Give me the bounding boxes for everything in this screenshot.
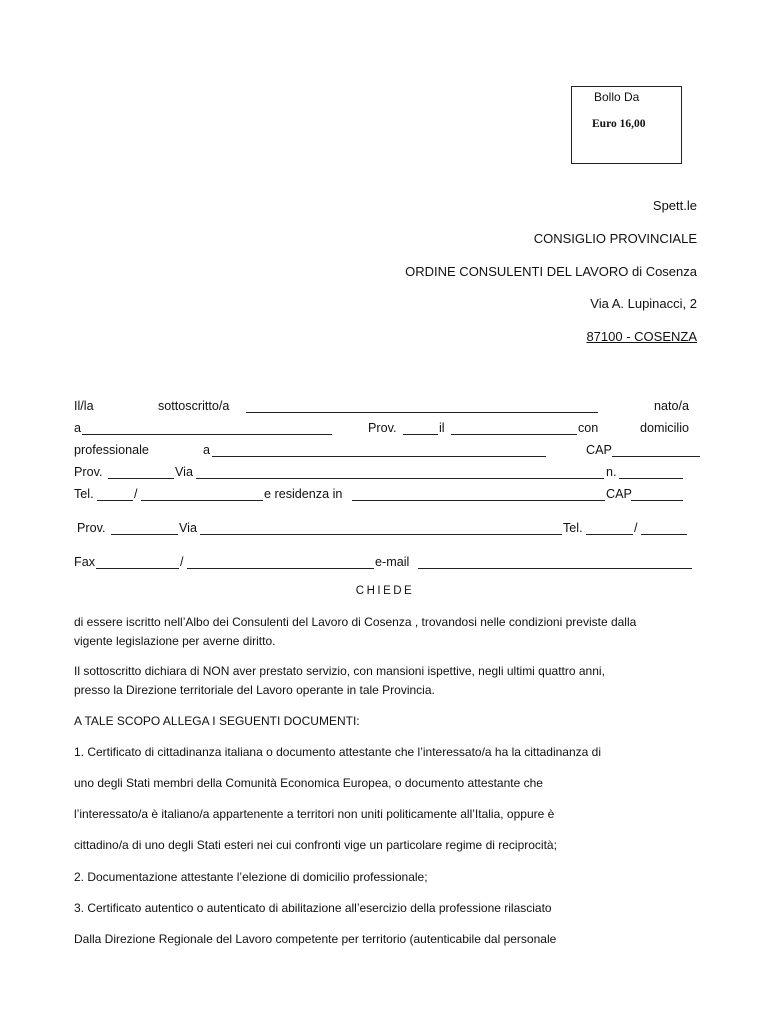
domicile-number-blank-field[interactable] bbox=[619, 478, 683, 479]
form-label-via: Via bbox=[175, 465, 193, 479]
domicile-street-blank-field[interactable] bbox=[196, 478, 604, 479]
form-label-il: il bbox=[439, 421, 445, 435]
form-label-slash: / bbox=[134, 487, 138, 501]
chiede-heading: CHIEDE bbox=[355, 585, 415, 597]
name-blank-field[interactable] bbox=[246, 412, 598, 413]
form-label-illa: Il/la bbox=[74, 399, 94, 413]
form-label-tel-2: Tel. bbox=[563, 521, 583, 535]
residence-tel-prefix-blank-field[interactable] bbox=[586, 534, 633, 535]
revenue-stamp-box bbox=[571, 86, 682, 164]
form-label-cap: CAP bbox=[586, 443, 612, 457]
recipient-line-2: ORDINE CONSULENTI DEL LAVORO di Cosenza bbox=[405, 264, 697, 279]
form-label-professionale: professionale bbox=[74, 443, 149, 457]
fax-number-blank-field[interactable] bbox=[187, 568, 374, 569]
recipient-line-4: 87100 - COSENZA bbox=[586, 329, 697, 344]
domicile-cap-blank-field[interactable] bbox=[612, 456, 700, 457]
recipient-salutation: Spett.le bbox=[652, 198, 697, 213]
form-label-fax: Fax bbox=[74, 555, 95, 569]
recipient-line-1: CONSIGLIO PROVINCIALE bbox=[533, 231, 697, 246]
fax-prefix-blank-field[interactable] bbox=[96, 568, 179, 569]
birthdate-blank-field[interactable] bbox=[451, 434, 577, 435]
form-label-domicilio: domicilio bbox=[640, 421, 689, 435]
document-1-line-3: l’interessato/a è italiano/a appartenente a territori non uniti politicamente all’Italia, oppure è bbox=[74, 807, 555, 821]
domicile-city-blank-field[interactable] bbox=[212, 456, 546, 457]
form-label-prov-2: Prov. bbox=[74, 465, 103, 479]
form-label-residenza: e residenza in bbox=[264, 487, 343, 501]
declaration-line-1: Il sottoscritto dichiara di NON aver prestato servizio, con mansioni ispettive, negli ultimi quattro anni, bbox=[74, 664, 605, 678]
declaration-line-2: presso la Direzione territoriale del Lavoro operante in tale Provincia. bbox=[74, 683, 435, 697]
form-label-sottoscritto: sottoscritto/a bbox=[158, 399, 230, 413]
residence-tel-number-blank-field[interactable] bbox=[641, 534, 687, 535]
stamp-amount: Euro 16,00 bbox=[592, 118, 646, 130]
tel-prefix-blank-field[interactable] bbox=[97, 500, 133, 501]
residence-cap-blank-field[interactable] bbox=[631, 500, 683, 501]
form-label-con: con bbox=[578, 421, 599, 435]
residence-street-blank-field[interactable] bbox=[200, 534, 562, 535]
document-3-line-1: 3. Certificato autentico o autenticato di abilitazione all’esercizio della professione rilasciato bbox=[74, 901, 552, 915]
birth-prov-blank-field[interactable] bbox=[403, 434, 438, 435]
form-label-email: e-mail bbox=[375, 555, 410, 569]
form-label-prov-3: Prov. bbox=[77, 521, 106, 535]
form-label-prov: Prov. bbox=[368, 421, 397, 435]
domicile-prov-blank-field[interactable] bbox=[108, 478, 174, 479]
document-1-line-1: 1. Certificato di cittadinanza italiana o documento attestante che l’interessato/a ha la cittadinanza di bbox=[74, 745, 601, 759]
document-1-line-4: cittadino/a di uno degli Stati esteri nei cui confronti vige un particolare regime di reciprocità; bbox=[74, 838, 557, 852]
request-text-line-1: di essere iscritto nell’Albo dei Consulenti del Lavoro di Cosenza , trovandosi nelle condizioni previste dalla bbox=[74, 615, 637, 629]
document-2: 2. Documentazione attestante l’elezione di domicilio professionale; bbox=[74, 870, 428, 884]
residence-prov-blank-field[interactable] bbox=[111, 534, 178, 535]
form-label-a-2: a bbox=[203, 443, 211, 457]
document-3-line-2: Dalla Direzione Regionale del Lavoro competente per territorio (autenticabile dal personale bbox=[74, 932, 557, 946]
document-1-line-2: uno degli Stati membri della Comunità Economica Europea, o documento attestante che bbox=[74, 776, 543, 790]
form-label-cap-2: CAP bbox=[606, 487, 632, 501]
form-label-slash-2: / bbox=[634, 521, 638, 535]
request-text-line-2: vigente legislazione per averne diritto. bbox=[74, 634, 276, 648]
form-label-via-2: Via bbox=[179, 521, 197, 535]
form-label-nato: nato/a bbox=[654, 399, 690, 413]
stamp-label: Bollo Da bbox=[594, 90, 640, 104]
form-label-tel: Tel. bbox=[74, 487, 94, 501]
tel-number-blank-field[interactable] bbox=[141, 500, 263, 501]
birthplace-blank-field[interactable] bbox=[82, 434, 332, 435]
email-blank-field[interactable] bbox=[418, 568, 692, 569]
form-label-slash-3: / bbox=[180, 555, 184, 569]
recipient-line-3: Via A. Lupinacci, 2 bbox=[590, 296, 697, 311]
form-label-a: a bbox=[74, 421, 82, 435]
residence-city-blank-field[interactable] bbox=[352, 500, 605, 501]
form-label-n: n. bbox=[606, 465, 617, 479]
attachments-heading: A TALE SCOPO ALLEGA I SEGUENTI DOCUMENTI: bbox=[74, 714, 360, 728]
